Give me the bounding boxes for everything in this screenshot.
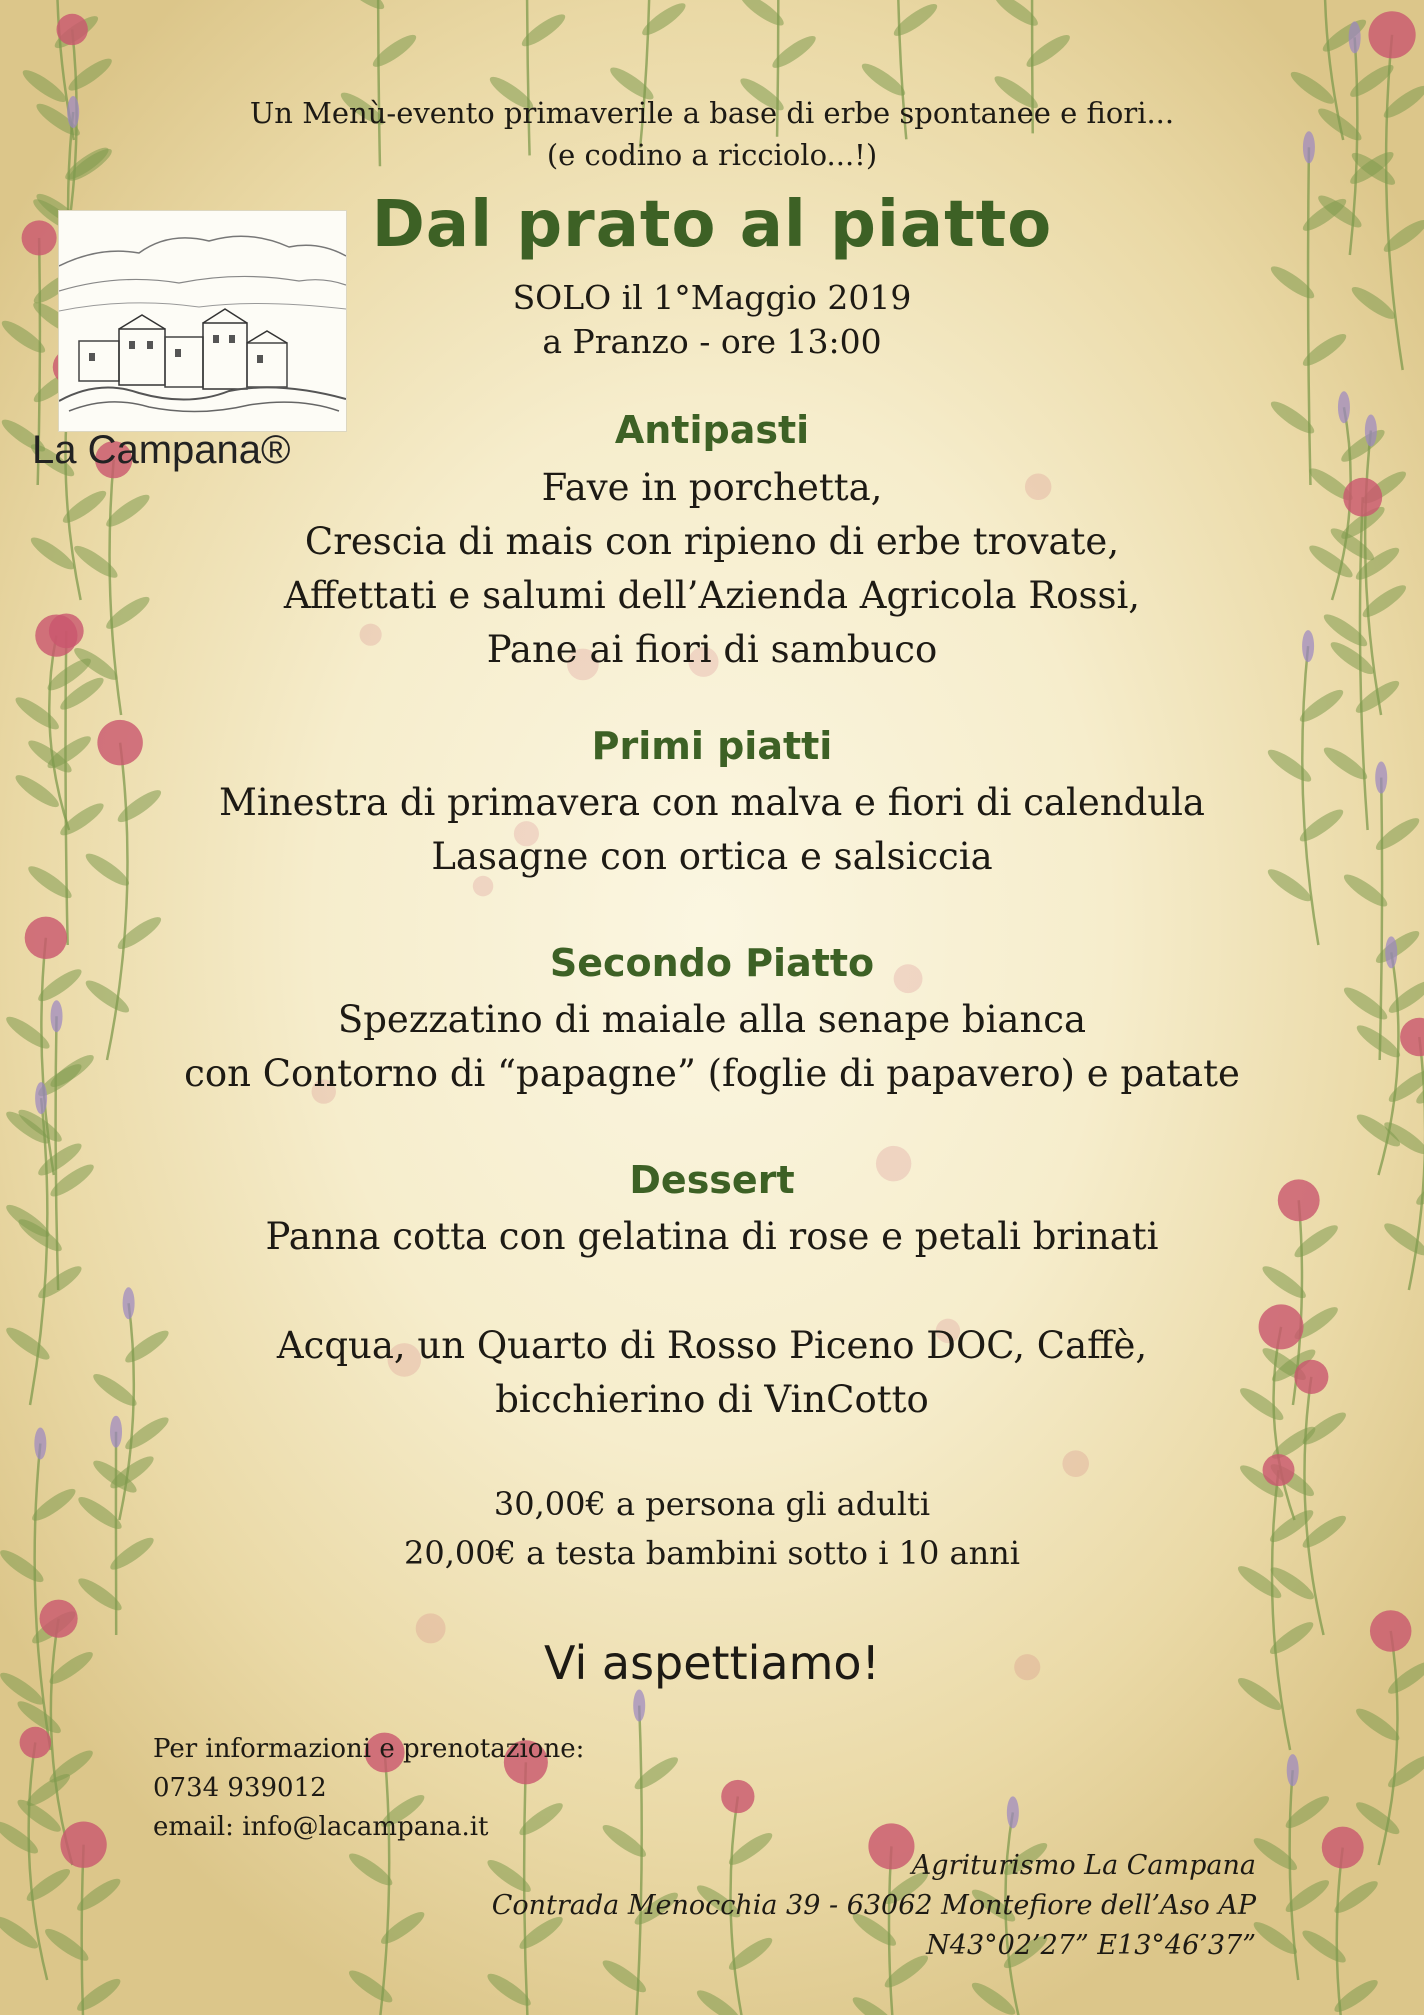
farmhouse-sketch-logo (58, 210, 347, 432)
leaf-icon (518, 10, 569, 51)
leaf-icon (1250, 1833, 1301, 1874)
clover-flower-icon (721, 1780, 754, 1813)
drinks-line: bicchierino di VinCotto (495, 1378, 929, 1421)
drinks-text (0, 1319, 1424, 1427)
page-title: Dal prato al piatto (371, 188, 1053, 262)
plant-stem (82, 1845, 87, 2015)
menu-item: Pane ai fiori di sambuco (486, 628, 938, 671)
leaf-icon (1023, 30, 1074, 71)
intro-line: (e codino a ricciolo...!) (546, 138, 878, 172)
leaf-icon (345, 1966, 396, 2007)
contact-heading: Per informazioni e prenotazione: (153, 1734, 585, 1764)
menu-item: Lasagne con ortica e salsiccia (431, 835, 993, 878)
phone-number[interactable]: 0734 939012 (153, 1773, 327, 1803)
leaf-icon (0, 1817, 42, 1858)
village-sketch-icon (59, 211, 346, 431)
brand-name: La Campana® (32, 428, 291, 472)
menu-item: Crescia di mais con ripieno di erbe trovate, (304, 520, 1120, 563)
leaf-icon (737, 0, 788, 30)
clover-flower-icon (1368, 11, 1415, 58)
menu-item: Affettati e salumi dell’Azienda Agricola Rossi, (283, 574, 1141, 617)
email-address[interactable]: email: info@lacampana.it (153, 1812, 489, 1842)
clover-flower-icon (1322, 1827, 1364, 1869)
date-line: a Pranzo - ore 13:00 (542, 322, 882, 361)
section-title-primi: Primi piatti (591, 724, 833, 768)
leaf-icon (1352, 1704, 1403, 1745)
price-line: 30,00€ a persona gli adulti (493, 1485, 931, 1523)
leaf-icon (1352, 1798, 1403, 1839)
faded-flower-icon (1062, 1450, 1089, 1477)
leaf-icon (1384, 1751, 1424, 1792)
menu-item: Spezzatino di maiale alla senape bianca (337, 998, 1087, 1041)
lavender-flower-icon (633, 1690, 645, 1722)
lavender-flower-icon (1287, 1754, 1299, 1786)
clover-flower-icon (60, 1822, 106, 1868)
section-title-antipasti: Antipasti (614, 408, 810, 452)
drinks-line: Acqua, un Quarto di Rosso Piceno DOC, Caffè, (276, 1324, 1148, 1367)
clover-flower-icon (56, 14, 87, 45)
clover-flower-icon (20, 1727, 51, 1758)
gps-coordinates: N43°02’27” E13°46’37” (926, 1930, 1256, 1961)
clover-flower-icon (40, 1600, 78, 1638)
menu-item: Fave in porchetta, (541, 466, 883, 509)
section-items-antipasti (0, 461, 1424, 677)
lavender-flower-icon (1349, 21, 1361, 53)
intro-text (0, 92, 1424, 176)
leaf-icon (369, 30, 420, 71)
leaf-icon (337, 0, 388, 14)
section-title-secondo: Secondo Piatto (549, 941, 875, 985)
leaf-icon (991, 0, 1042, 30)
section-title-dessert: Dessert (629, 1158, 795, 1202)
prices (0, 1480, 1424, 1578)
leaf-icon (35, 1262, 86, 1303)
leaf-icon (631, 1753, 682, 1794)
leaf-icon (41, 1924, 92, 1965)
price-line: 20,00€ a testa bambini sotto i 10 anni (403, 1534, 1021, 1572)
lavender-flower-icon (1007, 1796, 1019, 1828)
leaf-icon (75, 1574, 126, 1615)
leaf-icon (1299, 1926, 1350, 1967)
closing-message: Vi aspettiamo! (544, 1636, 880, 1690)
section-items-secondo (0, 993, 1424, 1101)
business-name: Agriturismo La Campana (911, 1850, 1256, 1881)
section-items-primi (0, 776, 1424, 884)
lavender-flower-icon (34, 1428, 46, 1460)
leaf-icon (1287, 0, 1338, 4)
contact-info (153, 1730, 584, 1847)
lavender-flower-icon (123, 1287, 135, 1319)
plant-stem (1337, 1848, 1354, 2015)
date-line: SOLO il 1°Maggio 2019 (512, 278, 912, 317)
leaf-icon (639, 0, 690, 40)
leaf-icon (65, 54, 116, 95)
leaf-icon (377, 1907, 428, 1948)
intro-line: Un Menù-evento primaverile a base di erbe spontanee e fiori... (249, 96, 1175, 130)
street-address: Contrada Menocchia 39 - 63062 Montefiore dell’Aso AP (491, 1890, 1256, 1921)
leaf-icon (769, 31, 820, 72)
menu-item: Minestra di primavera con malva e fiori di calendula (219, 781, 1205, 824)
section-items-dessert (0, 1210, 1424, 1264)
menu-item: con Contorno di “papagne” (foglie di papavero) e patate (184, 1052, 1240, 1095)
address-block (492, 1846, 1256, 1966)
menu-item: Panna cotta con gelatina di rose e petali brinati (265, 1215, 1159, 1258)
